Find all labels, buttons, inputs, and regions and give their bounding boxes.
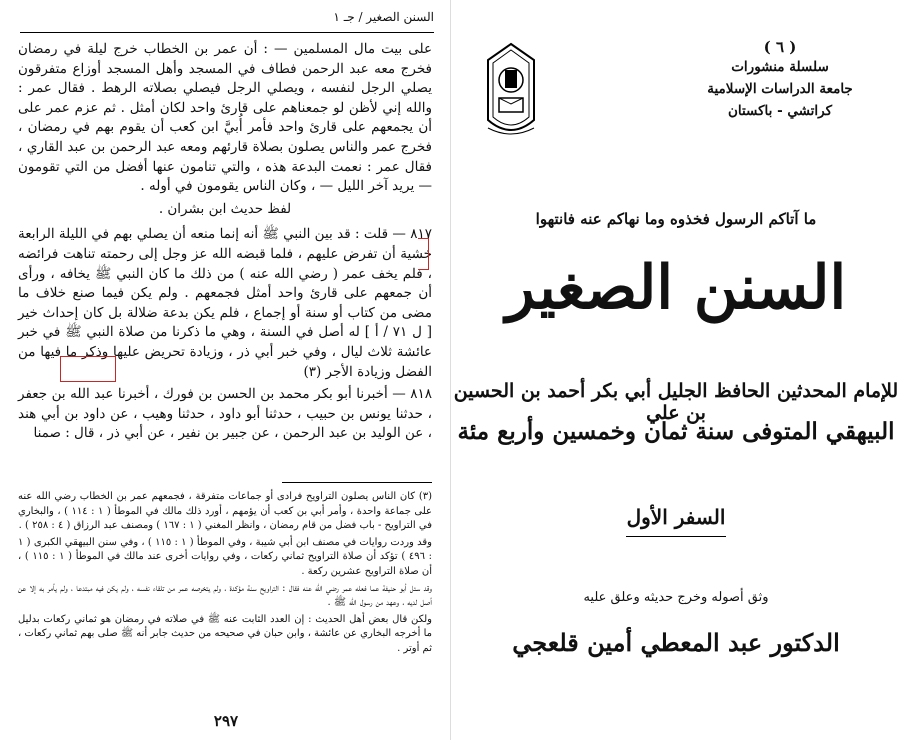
volume-label: السفر الأول <box>626 505 726 529</box>
header-rule <box>20 32 434 33</box>
editor-name: الدكتور عبد المعطي أمين قلعجي <box>512 628 840 657</box>
paragraph-818: ٨١٨ — أخبرنا أبو بكر محمد بن الحسن بن فورك ، أخبرنا عبد الله بن جعفر ، حدثنا يونس بن حبيب ، حدثنا أبو داود ، حدثنا وهيب ، عن داود بن أبي هند ، عن الوليد بن عبد الرحمن ، عن جبير بن نفير ، عن أبي ذر ، قال : صمنا <box>18 386 432 442</box>
footnote-2: وقد وردت روايات في مصنف ابن أبي شيبة ، وفي الموطأ ( ١ : ١١٥ ) ، وفي سنن البيهقي الكبرى ( ١ : ٤٩٦ ) تؤكد أن صلاة التراويح ثماني ركعات ، وفي روايات أخرى عند مالك في الموطأ ( ١ : ١١٥ ) ، أن صلاة التراويح عشرين ركعة . <box>18 536 432 577</box>
right-page <box>452 0 900 740</box>
footnote-1: (٣) كان الناس يصلون التراويح فرادى أو جماعات متفرقة ، فجمعهم عمر بن الخطاب رضي الله عنه على جماعة واحدة ، وأمر أبي بن كعب أن يؤمهم ، أورد ذلك مالك في الموطأ ( ١ : ١١٤ ) ، والبخاري في التراويح - باب فضل من قام رمضان ، وانظر المغني ( ١ : ١٦٧ ) ومصنف عبد الرزاق ( ٤ : ٢٥٨ ) . <box>18 491 432 532</box>
footnote-4: ولكن قال بعض أهل الحديث : إن العدد الثابت عنه ﷺ في صلاته في رمضان هو ثماني ركعات بدليل ما أخرجه البخاري عن عائشة ، وابن حبان في صحيحه من حديث جابر أنه ﷺ صلى بهم ثماني ركعات ، ثم أوتر . <box>18 613 432 654</box>
running-header <box>20 10 434 32</box>
author-line: البيهقي المتوفى سنة ثمان وخمسين وأربع مئة <box>457 418 895 445</box>
footnotes <box>18 490 432 659</box>
paragraph-1: على بيت مال المسلمين — : أن عمر بن الخطاب خرج ليلة في رمضان فخرج معه عبد الرحمن فطاف في المسجد وأهل المسجد أوزاع متفرقون يصلي الرجل لنفسه ، ويصلي الرجل فيصلي بصلاته الرهط . فقال عمر : والله إني لأظن لو جمعناهم على قارئ واحد لكان أمثل . ثم عزم عمر على أن يجمعهم على قارئ واحد فأمر أُبيَّ ابن كعب أن يقوم بهم في رمضان ، فخرج عمر والناس يصلون بصلاة قارئهم ومعه عبد الرحمن بن عبد القاري ، فقال عمر : نعمت البدعة هذه ، والتي تنامون عنها أفضل من التي تقومون — يريد آخر الليل — ، وكان الناس يقومون في أوله . <box>18 41 432 195</box>
red-bracket-mark <box>418 238 429 270</box>
book-title: السنن الصغير <box>505 253 847 323</box>
page-gutter <box>450 0 451 740</box>
paragraph-2: لفظ حديث ابن بشران . <box>158 200 292 217</box>
quranic-quote: ما آتاكم الرسول فخذوه وما نهاكم عنه فانتهوا <box>535 210 817 228</box>
page-number: ٢٩٧ <box>213 712 239 730</box>
series-line-3: كراتشي - باكستان <box>727 103 833 119</box>
series-line-2: جامعة الدراسات الإسلامية <box>707 81 853 97</box>
red-box-mark <box>60 356 116 382</box>
footnote-3: وقد سئل أبو حنيفة عما فعله عمر رضي الله عنه فقال : التراويح سنة مؤكدة ، ولم يتخرصه عمر من تلقاء نفسه ، ولم يكن فيه مبتدعا ، ولم يأمر به إلا عن أصل لديه ، وعهد من رسول الله ﷺ . <box>18 582 432 609</box>
running-title: السنن الصغير / جـ ١ <box>333 10 434 24</box>
paragraph-817: ٨١٧ — قلت : قد بين النبي ﷺ أنه إنما منعه أن يصلي بهم في الليلة الرابعة خشية أن تفرض عليهم ، فلما قبضه الله عز وجل إلى رحمته تناهت فرائضه ، فلم يخف عمر ( رضي الله عنه ) من ذلك ما كان النبي ﷺ يخافه ، ورأى أن جمعهم على قارئ واحد أمثل فجمعهم . ولم يكن فيما صنع خلاف ما مضى من كتاب أو سنة أو إجماع ، فلم يكن بدعة ضلالة بل كان إحداث خير [ ل ٧١ / أ ] له أصل في السنة ، وهي ما ذكرنا من صلاة النبي ﷺ في خبر عائشة ثلاث ليال ، وفي خبر أبي ذر ، وزيادة تحريض عليها وذكر ما فيها من الفضل وزيادة الأجر (٣) <box>18 226 432 380</box>
verification-note: وثق أصوله وخرج حديثه وعلق عليه <box>583 590 769 605</box>
series-block <box>680 38 880 122</box>
series-number: ( ٦ ) <box>763 38 797 56</box>
footnote-rule <box>282 482 432 483</box>
volume-underline <box>626 536 726 537</box>
imam-line: للإمام المحدثين الحافظ الجليل أبي بكر أحمد بن الحسين بن علي <box>453 380 899 424</box>
university-emblem-icon <box>472 40 550 144</box>
series-line-1: سلسلة منشورات <box>731 59 829 75</box>
main-text <box>18 40 432 447</box>
